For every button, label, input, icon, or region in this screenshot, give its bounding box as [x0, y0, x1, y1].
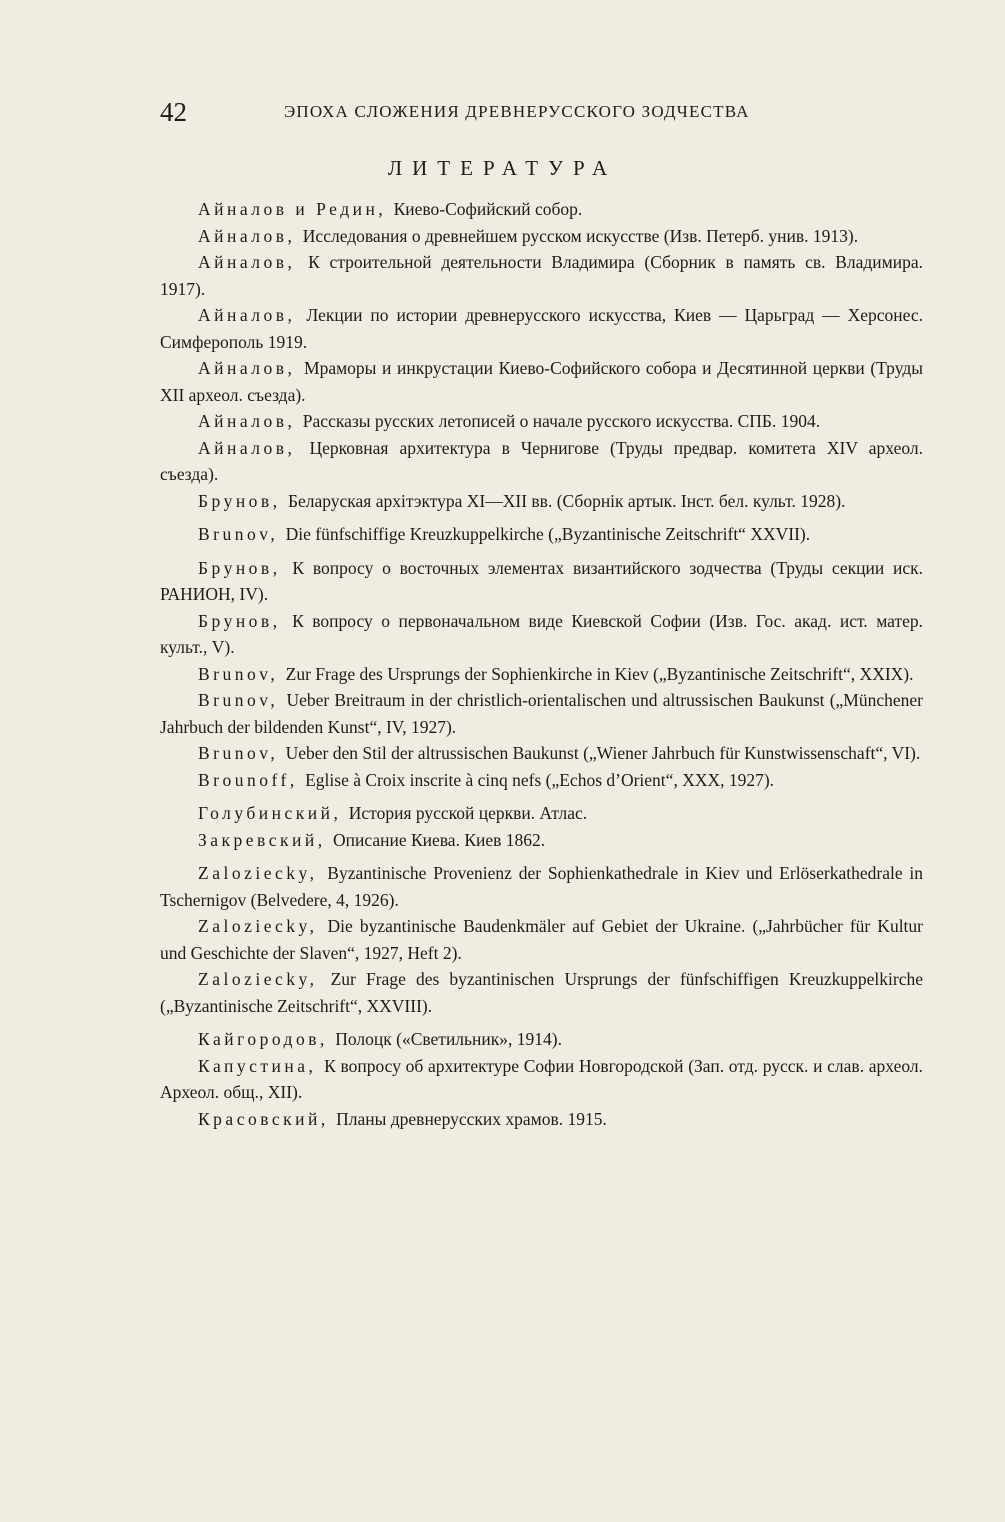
entry-author: Brunov, [198, 743, 279, 763]
entry-reference: Zur Frage des byzantinischen Ursprungs der fünfschiffigen Kreuzkuppelkirche („Byzantinische Zeitschrift“, XXVIII). [160, 969, 923, 1016]
entry-author: Капустина, [198, 1055, 317, 1076]
entry-author: Брунов, [198, 557, 281, 578]
entry-author: Zaloziecky, [198, 916, 318, 936]
entry-reference: К вопросу о первоначальном виде Киевской Софии (Изв. Гос. акад. ист. матер. культ., V). [160, 610, 924, 657]
bibliography-entry [160, 800, 923, 827]
bibliography-entry [160, 661, 923, 688]
entry-author: Айналов, [198, 252, 296, 272]
entry-author: Красовский, [198, 1108, 329, 1129]
bibliography-entry [160, 860, 923, 913]
entry-reference: Die fünfschiffige Kreuzkuppelkirche („Byzantinische Zeitschrift“ XXVII). [285, 524, 811, 544]
bibliography-entry [160, 1053, 923, 1106]
entry-reference: Лекции по истории древнерусского искусства, Киев — Царьград — Херсонес. Симферополь 1919. [160, 305, 924, 352]
section-title: ЛИТЕРАТУРА [387, 156, 618, 180]
entry-reference: Киево-Софийский собор. [393, 199, 583, 219]
bibliography-entry [160, 408, 923, 435]
entry-author: Айналов, [198, 358, 296, 378]
entry-reference: Zur Frage des Ursprungs der Sophienkirche in Kiev („Byzantinische Zeitschrift“, XXIX). [285, 663, 914, 684]
bibliography-entry [160, 488, 923, 515]
entry-author: Brunov, [198, 524, 279, 544]
bibliography-entry [160, 913, 923, 966]
entry-reference: Планы древнерусских храмов. 1915. [336, 1108, 607, 1129]
bibliography-entry [160, 249, 923, 302]
bibliography-entry [160, 355, 923, 408]
entry-reference: Исследования о древнейшем русском искусстве (Изв. Петерб. унив. 1913). [302, 225, 859, 246]
entry-author: Брунов, [198, 490, 281, 511]
bibliography-entry [160, 827, 923, 854]
entry-reference: К вопросу о восточных элементах византийского зодчества (Труды секции иск. РАНИОН, IV). [160, 557, 924, 604]
entry-reference: Ueber Breitraum in der christlich-orientalischen und altrussischen Baukunst („Münchener Jahrbuch der bildenden Kunst“, IV, 1927). [160, 690, 923, 737]
bibliography-entry [160, 196, 923, 223]
page-number: 42 [160, 97, 187, 127]
bibliography-entry [160, 1106, 923, 1133]
entry-reference: Die byzantinische Baudenkmäler auf Gebiet der Ukraine. („Jahrbücher für Kultur und Geschichte der Slaven“, 1927, Heft 2). [160, 916, 923, 963]
entry-author: Голубинский, [198, 803, 342, 823]
entry-reference: Мраморы и инкрустации Киево-Софийского собора и Десятинной церкви (Труды XII археол. съезда). [160, 358, 924, 405]
entry-author: Brounoff, [198, 769, 298, 790]
entry-author: Айналов, [198, 411, 296, 431]
running-title: ЭПОХА СЛОЖЕНИЯ ДРЕВНЕРУССКОГО ЗОДЧЕСТВА [284, 102, 750, 121]
entry-reference: Беларуская архітэктура XI—XII вв. (Сборнік артык. Інст. бел. культ. 1928). [287, 490, 846, 511]
bibliography-entry [160, 767, 923, 794]
entry-reference: Описание Киева. Киев 1862. [332, 829, 546, 850]
page-header [160, 92, 860, 132]
entry-reference: Церковная архитектура в Чернигове (Труды предвар. комитета XIV археол. съезда). [160, 437, 923, 484]
entry-reference: История русской церкви. Атлас. [348, 803, 588, 823]
entry-author: Айналов и Редин, [198, 199, 387, 219]
bibliography-entry [160, 608, 923, 661]
bibliography-entry [160, 302, 923, 355]
entry-reference: Byzantinische Provenienz der Sophienkathedrale in Kiev und Erlöserkathedrale in Tschernigov (Belvedere, 4, 1926). [160, 863, 923, 910]
bibliography-entry [160, 740, 923, 767]
entry-reference: Полоцк («Светильник», 1914). [335, 1029, 562, 1049]
entry-author: Брунов, [198, 610, 281, 631]
bibliography-entry [160, 966, 923, 1019]
entry-author: Закревский, [198, 829, 326, 850]
entry-author: Brunov, [198, 690, 279, 710]
entry-reference: Ueber den Stil der altrussischen Baukunst („Wiener Jahrbuch für Kunstwissenschaft“, VI). [285, 743, 921, 763]
bibliography-entry [160, 521, 923, 548]
entry-reference: Eglise à Croix inscrite à cinq nefs („Echos d’Orient“, XXX, 1927). [305, 769, 775, 790]
bibliography-entry [160, 1026, 923, 1053]
entry-reference: Рассказы русских летописей о начале русского искусства. СПБ. 1904. [302, 411, 821, 431]
entry-author: Айналов, [198, 437, 296, 458]
bibliography-entry [160, 435, 923, 488]
entry-author: Кайгородов, [198, 1029, 328, 1049]
bibliography-entry [160, 555, 923, 608]
entry-author: Zaloziecky, [198, 969, 318, 989]
entry-author: Айналов, [198, 225, 296, 246]
entry-author: Zaloziecky, [198, 863, 318, 883]
entry-author: Brunov, [198, 663, 279, 684]
bibliography-list [160, 196, 923, 1132]
entry-author: Айналов, [198, 305, 296, 325]
bibliography-entry [160, 687, 923, 740]
bibliography-entry [160, 223, 923, 250]
entry-reference: К вопросу об архитектуре Софии Новгородской (Зап. отд. русск. и слав. археол. Археол. общ., XII). [160, 1055, 924, 1102]
entry-reference: К строительной деятельности Владимира (Сборник в память св. Владимира. 1917). [160, 252, 924, 299]
